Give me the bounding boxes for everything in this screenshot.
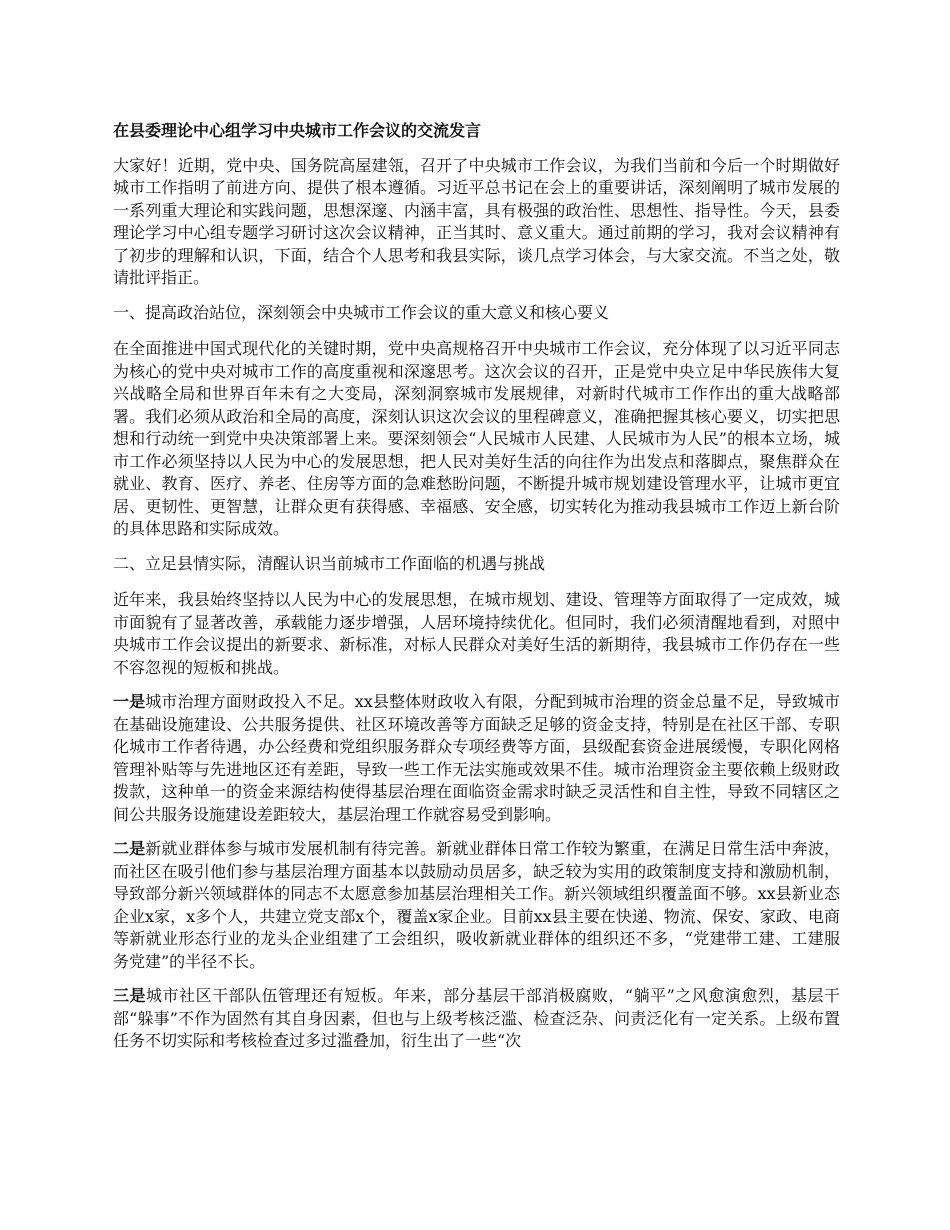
point-3-body: 城市社区干部队伍管理还有短板。年来，部分基层干部消极腐败，“躺平”之风愈演愈烈，基层干部“躲事”不作为固然有其自身因素，但也与上级考核泛滥、检查泛杂、问责泛化有一定关系。上级布置任务不切实际和考核检查过多过滥叠加，衍生出了一些“次: [113, 986, 840, 1050]
section-1-body: 在全面推进中国式现代化的关键时期，党中央高规格召开中央城市工作会议，充分体现了以习近平同志为核心的党中央对城市工作的高度重视和深邃思考。这次会议的召开，正是党中央立足中华民族伟大复兴战略全局和世界百年未有之大变局，深刻洞察城市发展规律，对新时代城市工作作出的重大战略部署。我们必须从政治和全局的高度，深刻认识这次会议的里程碑意义，准确把握其核心要义，切实把思想和行动统一到党中央决策部署上来。要深刻领会“人民城市人民建、人民城市为人民”的根本立场，城市工作必须坚持以人民为中心的发展思想，把人民对美好生活的向往作为出发点和落脚点，聚焦群众在就业、教育、医疗、养老、住房等方面的急难愁盼问题，不断提升城市规划建设管理水平，让城市更宜居、更韧性、更智慧，让群众更有获得感、幸福感、安全感，切实转化为推动我县城市工作迈上新台阶的具体思路和实际成效。: [113, 339, 840, 538]
point-1-paragraph: [113, 691, 840, 826]
point-1-lead: 一是: [113, 692, 146, 711]
section-2-heading: 二、立足县情实际，清醒认识当前城市工作面临的机遇与挑战: [113, 553, 546, 573]
point-3-paragraph: [113, 985, 840, 1053]
section-1-heading: 一、提高政治站位，深刻领会中央城市工作会议的重大意义和核心要义: [113, 302, 610, 322]
document-page: [113, 120, 840, 1065]
document-title: 在县委理论中心组学习中央城市工作会议的交流发言: [113, 121, 482, 140]
point-2-paragraph: [113, 838, 840, 973]
point-1-body: 城市治理方面财政投入不足。xx县整体财政收入有限，分配到城市治理的资金总量不足，导致城市在基础设施建设、公共服务提供、社区环境改善等方面缺乏足够的资金支持，特别是在社区干部、专职化城市工作者待遇，办公经费和党组织服务群众专项经费等方面，县级配套资金进展缓慢，专职化网格管理补贴等与先进地区还有差距，导致一些工作无法实施或效果不佳。城市治理资金主要依赖上级财政拨款，这种单一的资金来源结构使得基层治理在面临资金需求时缺乏灵活性和自主性，导致不同辖区之间公共服务设施建设差距较大，基层治理工作就容易受到影响。: [113, 692, 840, 824]
intro-paragraph: 大家好！近期，党中央、国务院高屋建瓴，召开了中央城市工作会议，为我们当前和今后一个时期做好城市工作指明了前进方向、提供了根本遵循。习近平总书记在会上的重要讲话，深刻阐明了城市发展的一系列重大理论和实践问题，思想深邃、内涵丰富，具有极强的政治性、思想性、指导性。今天，县委理论学习中心组专题学习研讨这次会议精神，正当其时、意义重大。通过前期的学习，我对会议精神有了初步的理解和认识，下面，结合个人思考和我县实际，谈几点学习体会，与大家交流。不当之处，敬请批评指正。: [113, 155, 840, 287]
point-2-lead: 二是: [113, 839, 146, 858]
point-3-lead: 三是: [113, 986, 147, 1005]
point-2-body: 新就业群体参与城市发展机制有待完善。新就业群体日常工作较为繁重，在满足日常生活中奔波，而社区在吸引他们参与基层治理方面基本以鼓励动员居多，缺乏较为实用的政策制度支持和激励机制，导致部分新兴领域群体的同志不太愿意参加基层治理相关工作。新兴领域组织覆盖面不够。xx县新业态企业x家，x多个人，共建立党支部x个，覆盖x家企业。目前xx县主要在快递、物流、保安、家政、电商等新就业形态行业的龙头企业组建了工会组织，吸收新就业群体的组织还不多，“党建带工建、工建服务党建”的半径不长。: [113, 839, 840, 971]
section-2-body: 近年来，我县始终坚持以人民为中心的发展思想，在城市规划、建设、管理等方面取得了一定成效，城市面貌有了显著改善，承载能力逐步增强，人居环境持续优化。但同时，我们必须清醒地看到，对照中央城市工作会议提出的新要求、新标准，对标人民群众对美好生活的新期待，我县城市工作仍存在一些不容忽视的短板和挑战。: [113, 590, 840, 677]
